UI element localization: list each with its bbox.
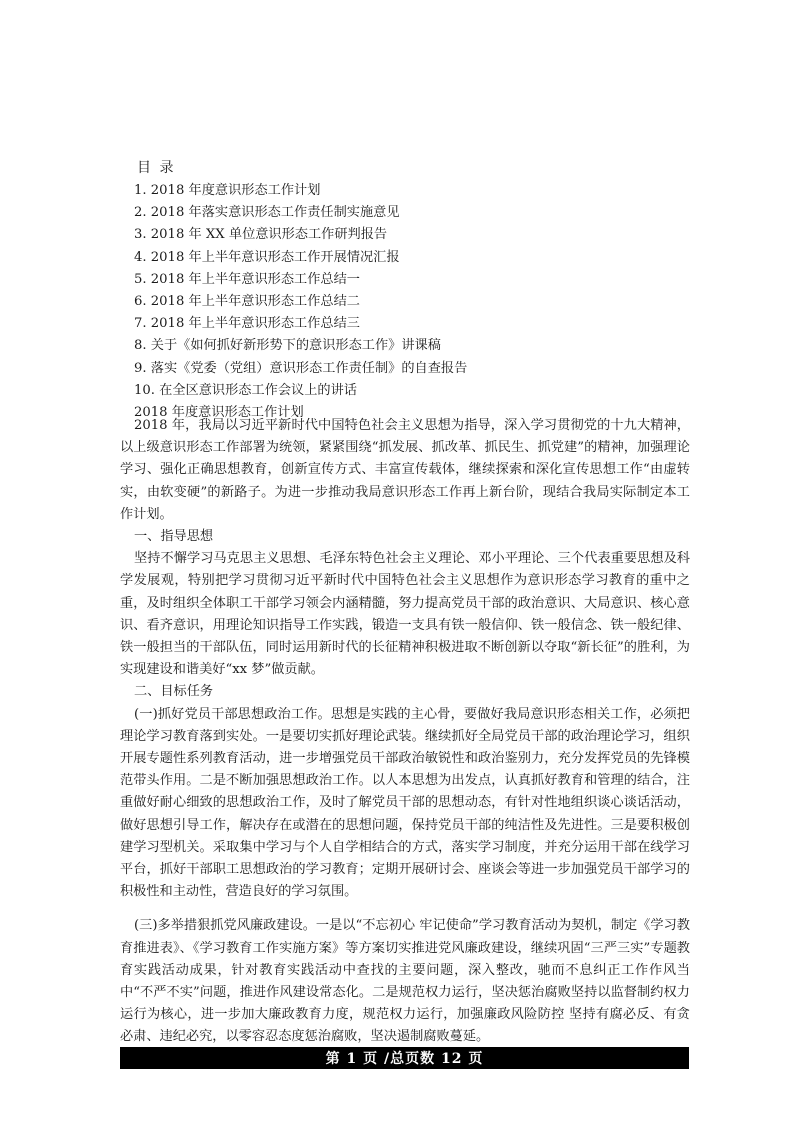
document-body [120, 415, 690, 1049]
toc-item: 7. 2018 年上半年意识形态工作总结三 [134, 316, 360, 332]
toc-item: 8. 关于《如何抓好新形势下的意识形态工作》讲课稿 [134, 338, 441, 354]
toc-item: 10. 在全区意识形态工作会议上的讲话 [134, 382, 357, 398]
paragraph-goals-3: (三)多举措狠抓党风廉政建设。一是以“不忘初心 牢记使命”学习教育活动为契机，制定《学习教育推进表》、《学习教育工作实施方案》等方案切实推进党风廉政建设，继续巩固“三严三实”专题教育实践活动成果，针对教育实践活动中查找的主要问题，深入整改，驰而不息纠正工作作风当中“不严不实”问题，推进作风建设常态化。二是规范权力运行，坚决惩治腐败坚持以监督制约权力运行为核心，进一步加大廉政教育力度，规范权力运行，加强廉政风险防控 坚持有腐必反、有贪必肃、违纪必究，以零容忍态度惩治腐败，坚决遏制腐败蔓延。 [120, 918, 690, 1045]
paragraph-goals-1: (一)抓好党员干部思想政治工作。思想是实践的主心骨，要做好我局意识形态相关工作，必须把理论学习教育落到实处。一是要切实抓好理论武装。继续抓好全局党员干部的政治理论学习，组织开展专题性系列教育活动，进一步增强党员干部政治敏锐性和政治鉴别力，充分发挥党员的先锋模范带头作用。二是不断加强思想政治工作。以人本思想为出发点，认真抓好教育和管理的结合，注重做好耐心细致的思想政治工作，及时了解党员干部的思想动态，有针对性地组织谈心谈话活动，做好思想引导工作，解决存在或潜在的思想问题，保持党员干部的纯洁性及先进性。三是要积极创建学习型机关。采取集中学习与个人自学相结合的方式，落实学习制度，并充分运用干部在线学习平台，抓好干部职工思想政治的学习教育；定期开展研讨会、座谈会等进一步加强党员干部学习的积极性和主动性，营造良好的学习氛围。 [120, 706, 690, 900]
toc-item: 3. 2018 年 XX 单位意识形态工作研判报告 [134, 227, 388, 243]
intro-paragraph: 2018 年，我局以习近平新时代中国特色社会主义思想为指导，深入学习贯彻党的十九大精神，以上级意识形态工作部署为统领，紧紧围绕“抓发展、抓改革、抓民生、抓党建”的精神，加强理论学习、强化正确思想教育，创新宣传方式、丰富宣传载体，继续探索和深化宣传思想工作“由虚转实，由软变硬”的新路子。为进一步推动我局意识形态工作再上新台阶，现结合我局实际制定本工作计划。 [120, 418, 690, 522]
page-number-label: 第 1 页 /总页数 12 页 [325, 1051, 484, 1067]
toc-title: 目 录 [137, 160, 176, 176]
heading-guiding-thought: 一、指导思想 [134, 529, 214, 545]
toc-item: 6. 2018 年上半年意识形态工作总结二 [134, 294, 360, 310]
toc-item: 1. 2018 年度意识形态工作计划 [134, 183, 321, 198]
table-of-contents [120, 180, 690, 424]
toc-item: 4. 2018 年上半年意识形态工作开展情况汇报 [134, 249, 400, 265]
section-title: 2018 年度意识形态工作计划 [134, 405, 304, 421]
paragraph-guiding-thought: 坚持不懈学习马克思主义思想、毛泽东特色社会主义理论、邓小平理论、三个代表重要思想及科学发展观，特别把学习贯彻习近平新时代中国特色社会主义思想作为意识形态学习教育的重中之重，及时组织全体职工干部学习领会内涵精髓，努力提高党员干部的政治意识、大局意识、核心意识、看齐意识，用理论知识指导工作实践，锻造一支具有铁一般信仰、铁一般信念、铁一般纪律、铁一般担当的干部队伍，同时运用新时代的长征精神积极进取不断创新以夺取“新长征”的胜利，为实现建设和谐美好“xx 梦”做贡献。 [120, 551, 690, 678]
heading-goals: 二、目标任务 [134, 684, 214, 700]
toc-item: 5. 2018 年上半年意识形态工作总结一 [134, 271, 360, 287]
toc-item: 2. 2018 年落实意识形态工作责任制实施意见 [134, 205, 400, 221]
toc-item: 9. 落实《党委（党组）意识形态工作责任制》的自查报告 [134, 360, 468, 376]
page-footer [120, 1047, 689, 1069]
